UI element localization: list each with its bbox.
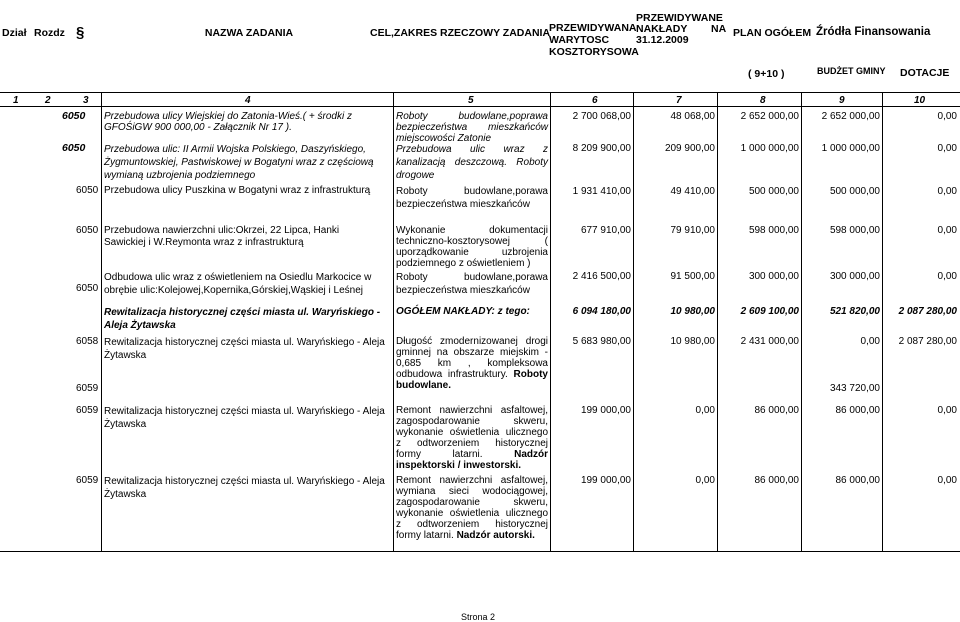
row-dotacje: 2 087 280,00 bbox=[898, 306, 957, 317]
row-budzet: 86 000,00 bbox=[835, 475, 880, 486]
row-name: Rewitalizacja historycznej części miasta ul. Waryńskiego - Aleja Żytawska bbox=[104, 476, 385, 500]
row-budzet: 0,00 bbox=[860, 336, 880, 347]
header-naklady-1: PRZEWIDYWANE bbox=[636, 12, 723, 24]
row-plan: 86 000,00 bbox=[754, 475, 799, 486]
column-number: 1 bbox=[13, 95, 19, 106]
row-name: Rewitalizacja historycznej części miasta ul. Waryńskiego - Aleja Żytawska bbox=[104, 406, 385, 430]
row-name: Przebudowa ulic: II Armii Wojska Polskiego, Daszyńskiego, Żygmuntowskiej, Pastwiskowej w Bogatyni wraz z częściową wymianą uzbrojenia podziemnego bbox=[104, 144, 374, 181]
row-budzet: 300 000,00 bbox=[829, 271, 880, 282]
row-scope: Wykonanie dokumentacji techniczno-kosztorysowej ( uporządkowanie uzbrojenia podziemnego z oświetleniem ) bbox=[396, 225, 548, 269]
header-rozdz: Rozdz bbox=[34, 27, 65, 39]
row-kosztorys: 1 931 410,00 bbox=[572, 186, 631, 197]
row-kosztorys: 199 000,00 bbox=[580, 405, 631, 416]
column-divider bbox=[717, 92, 718, 551]
row-budzet: 2 652 000,00 bbox=[821, 111, 880, 122]
column-number: 5 bbox=[468, 95, 474, 106]
row-naklady: 49 410,00 bbox=[670, 186, 715, 197]
row-code: 6058 bbox=[76, 336, 99, 347]
header-cel-zakres: CEL,ZAKRES RZECZOWY ZADANIA bbox=[370, 27, 551, 39]
row-plan: 86 000,00 bbox=[754, 405, 799, 416]
row-budzet: 86 000,00 bbox=[835, 405, 880, 416]
scope-bold-text: Roboty budowlane. bbox=[396, 369, 548, 391]
header-przewidywana-3: KOSZTORYSOWA bbox=[549, 46, 639, 58]
column-number: 3 bbox=[83, 95, 89, 106]
header-dotacje: DOTACJE bbox=[900, 67, 950, 79]
header-plan-ogolem: PLAN OGÓŁEM bbox=[733, 27, 812, 39]
row-code: 6050 bbox=[62, 142, 86, 154]
row-naklady: 79 910,00 bbox=[670, 225, 715, 236]
table-bottom-border bbox=[0, 551, 960, 552]
column-number: 9 bbox=[839, 95, 845, 106]
row-budzet: 1 000 000,00 bbox=[821, 143, 880, 154]
row-naklady: 209 900,00 bbox=[664, 143, 715, 154]
header-naklady-na: NA bbox=[711, 23, 727, 35]
column-number: 4 bbox=[245, 95, 251, 106]
header-paragraf: § bbox=[76, 24, 85, 41]
column-number: 8 bbox=[760, 95, 766, 106]
row-dotacje: 0,00 bbox=[937, 186, 957, 197]
row-kosztorys: 677 910,00 bbox=[580, 225, 631, 236]
column-divider bbox=[633, 92, 634, 551]
column-numbers-divider bbox=[0, 106, 960, 107]
row-dotacje: 0,00 bbox=[937, 271, 957, 282]
row-scope bbox=[396, 475, 548, 541]
row-name: Przebudowa ulicy Wiejskiej do Zatonia-Wieś.( + środki z GFOŚiGW 900 000,00 - Załącznik Nr 17 ). bbox=[104, 111, 352, 133]
row-code: 6050 bbox=[76, 283, 99, 294]
row-naklady: 91 500,00 bbox=[670, 271, 715, 282]
row-scope: Przebudowa ulic wraz z kanalizacją deszczową. Roboty drogowe bbox=[396, 144, 548, 181]
scope-text: Długość zmodernizowanej drogi gminnej na obszarze miejskim - 0,685 km , kompleksowa odbudowa infrastruktury. bbox=[396, 336, 548, 380]
row-name: Rewitalizacja historycznej części miasta ul. Waryńskiego - Aleja Żytawska bbox=[104, 337, 385, 361]
column-number: 6 bbox=[592, 95, 598, 106]
row-plan: 2 431 000,00 bbox=[740, 336, 799, 347]
row-naklady: 10 980,00 bbox=[670, 306, 715, 317]
row-dotacje: 0,00 bbox=[937, 111, 957, 122]
header-dzial: Dział bbox=[2, 27, 27, 39]
header-naklady-2: NAKŁADY bbox=[636, 23, 688, 35]
row-name: Przebudowa nawierzchni ulic:Okrzei, 22 Lipca, Hanki Sawickiej i W.Reymonta wraz z infrastrukturą bbox=[104, 225, 340, 248]
column-divider bbox=[101, 92, 102, 551]
row-name: Rewitalizacja historycznej części miasta ul. Waryńskiego - Aleja Żytawska bbox=[104, 307, 381, 331]
header-przewidywana-1: PRZEWIDYWANA bbox=[549, 22, 637, 34]
header-nazwa-zadania: NAZWA ZADANIA bbox=[204, 27, 294, 39]
row-scope bbox=[396, 405, 548, 471]
row-code: 6059 bbox=[76, 383, 99, 394]
row-budzet: 521 820,00 bbox=[829, 306, 880, 317]
row-budzet: 598 000,00 bbox=[829, 225, 880, 236]
row-naklady: 48 068,00 bbox=[670, 111, 715, 122]
header-przewidywana-2: WARYTOSC bbox=[549, 34, 610, 46]
column-divider bbox=[550, 92, 551, 551]
row-dotacje: 0,00 bbox=[937, 405, 957, 416]
row-kosztorys: 6 094 180,00 bbox=[572, 306, 631, 317]
row-plan: 500 000,00 bbox=[748, 186, 799, 197]
row-plan: 2 652 000,00 bbox=[740, 111, 799, 122]
row-scope bbox=[396, 336, 548, 391]
column-divider bbox=[882, 92, 883, 551]
row-dotacje: 0,00 bbox=[937, 143, 957, 154]
row-plan: 2 609 100,00 bbox=[740, 306, 799, 317]
row-naklady: 0,00 bbox=[695, 475, 715, 486]
row-naklady: 0,00 bbox=[695, 405, 715, 416]
row-scope: Roboty budowlane,porawa bezpieczeństwa mieszkańców bbox=[396, 272, 548, 296]
row-budzet: 343 720,00 bbox=[829, 383, 880, 394]
row-kosztorys: 2 700 068,00 bbox=[572, 111, 631, 122]
row-name: Przebudowa ulicy Puszkina w Bogatyni wraz z infrastrukturą bbox=[104, 185, 371, 196]
row-kosztorys: 5 683 980,00 bbox=[572, 336, 631, 347]
header-budzet-gminy: BUDŻET GMINY bbox=[817, 66, 886, 76]
row-scope: OGÓŁEM NAKŁADY: z tego: bbox=[396, 306, 530, 317]
row-code: 6050 bbox=[62, 110, 86, 122]
row-code: 6050 bbox=[76, 185, 99, 196]
row-name: Odbudowa ulic wraz z oświetleniem na Osiedlu Markocice w obrębie ulic:Kolejowej,Kopernika,Górskiej,Wąskiej i Leśnej bbox=[104, 272, 372, 296]
row-plan: 1 000 000,00 bbox=[740, 143, 799, 154]
row-dotacje: 0,00 bbox=[937, 475, 957, 486]
scope-bold-text: Nadzór inspektorski / inwestorski. bbox=[396, 449, 549, 471]
row-naklady: 10 980,00 bbox=[670, 336, 715, 347]
header-zrodla: Źródła Finansowania bbox=[816, 26, 931, 38]
scope-text: Remont nawierzchni asfaltowej, wymiana sieci wodociągowej, zagospodarowanie skweru, wykonanie oświetlenia ulicznego z odtworzeniem historycznej formy latarni. bbox=[396, 475, 548, 541]
row-kosztorys: 2 416 500,00 bbox=[572, 271, 631, 282]
scope-text: Remont nawierzchni asfaltowej, zagospodarowanie skweru, wykonanie oświetlenia ulicznego z odtworzeniem historycznej formy latarni. bbox=[396, 405, 548, 460]
row-code: 6050 bbox=[76, 225, 99, 236]
row-dotacje: 2 087 280,00 bbox=[898, 336, 957, 347]
column-number: 2 bbox=[45, 95, 51, 106]
column-divider bbox=[801, 92, 802, 551]
scope-bold-text: Nadzór autorski. bbox=[456, 530, 535, 541]
row-plan: 300 000,00 bbox=[748, 271, 799, 282]
row-dotacje: 0,00 bbox=[937, 225, 957, 236]
row-scope: Roboty budowlane,porawa bezpieczeństwa mieszkańców bbox=[396, 186, 548, 210]
column-number: 7 bbox=[676, 95, 682, 106]
column-number: 10 bbox=[914, 95, 926, 106]
column-divider bbox=[393, 92, 394, 551]
row-plan: 598 000,00 bbox=[748, 225, 799, 236]
row-kosztorys: 199 000,00 bbox=[580, 475, 631, 486]
row-scope: Roboty budowlane,poprawa bezpieczeństwa mieszkańców miejscowości Zatonie bbox=[396, 111, 548, 144]
row-budzet: 500 000,00 bbox=[829, 186, 880, 197]
header-plan-formula: ( 9+10 ) bbox=[748, 68, 785, 80]
row-code: 6059 bbox=[76, 405, 99, 416]
header-naklady-3: 31.12.2009 bbox=[636, 34, 689, 46]
row-code: 6059 bbox=[76, 475, 99, 486]
header-divider bbox=[0, 92, 960, 93]
page-number: Strona 2 bbox=[461, 612, 496, 622]
row-kosztorys: 8 209 900,00 bbox=[572, 143, 631, 154]
